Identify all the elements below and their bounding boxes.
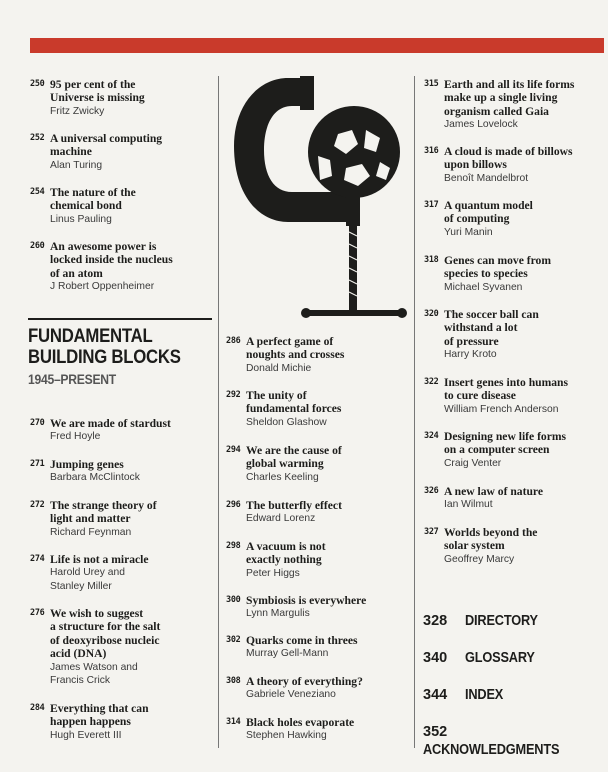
toc-entry[interactable]: [226, 499, 406, 526]
page-number: 328: [423, 613, 448, 629]
entry-author: Edward Lorenz: [246, 513, 316, 525]
back-matter-index[interactable]: [423, 686, 508, 704]
entry-author: Michael Syvanen: [444, 281, 523, 293]
toc-entry[interactable]: [30, 553, 210, 593]
entry-title: A perfect game of noughts and crosses: [246, 335, 345, 362]
entry-title: A cloud is made of billows upon billows: [444, 145, 573, 172]
toc-entry[interactable]: [226, 716, 406, 743]
entry-author: Murray Gell-Mann: [246, 648, 329, 660]
toc-entry[interactable]: [30, 132, 210, 172]
toc-entry[interactable]: [30, 186, 210, 226]
page-number: 276: [30, 608, 45, 618]
column-divider-left: [218, 76, 219, 748]
page-number: 326: [424, 486, 439, 496]
toc-entry[interactable]: [424, 308, 608, 362]
toc-entry[interactable]: [226, 335, 406, 375]
entry-title: The nature of the chemical bond: [50, 186, 136, 213]
entry-title: Quarks come in threes: [246, 634, 358, 647]
page-number: 284: [30, 703, 45, 713]
page-number: 298: [226, 541, 241, 551]
toc-entry[interactable]: [424, 199, 608, 239]
entry-author: Harold Urey and Stanley Miller: [50, 567, 125, 592]
entry-title: Earth and all its life forms make up a single living organism called Gaia: [444, 78, 575, 118]
entry-title: Insert genes into humans to cure disease: [444, 376, 569, 403]
toc-entry[interactable]: [226, 540, 406, 580]
page-number: 320: [424, 309, 439, 319]
column-divider-right: [414, 76, 415, 748]
back-matter-label: DIRECTORY: [465, 613, 538, 629]
page-number: 300: [226, 595, 241, 605]
entry-author: Richard Feynman: [50, 526, 132, 538]
page-number: 272: [30, 500, 45, 510]
entry-author: Barbara McClintock: [50, 472, 140, 484]
page-number: 314: [226, 717, 241, 727]
page-number: 317: [424, 200, 439, 210]
section-date-range: 1945–PRESENT: [28, 372, 116, 387]
toc-entry[interactable]: [424, 78, 608, 132]
entry-author: William French Anderson: [444, 403, 559, 415]
page-number: 252: [30, 133, 45, 143]
entry-author: Ian Wilmut: [444, 499, 493, 511]
entry-title: Black holes evaporate: [246, 716, 355, 729]
entry-title: An awesome power is locked inside the nucleus of an atom: [50, 240, 173, 280]
page-number: 250: [30, 79, 45, 89]
entry-author: Sheldon Glashow: [246, 416, 327, 428]
entry-author: James Watson and Francis Crick: [50, 661, 138, 687]
toc-entry[interactable]: [30, 702, 210, 742]
entry-title: The unity of fundamental forces: [246, 389, 342, 416]
back-matter-label: ACKNOWLEDGMENTS: [423, 742, 560, 758]
entry-title: A theory of everything?: [246, 675, 363, 688]
back-matter-directory[interactable]: [423, 612, 548, 630]
page-number: 270: [30, 418, 45, 428]
entry-author: Geoffrey Marcy: [444, 553, 515, 565]
toc-entry[interactable]: [30, 607, 210, 687]
back-matter-label: GLOSSARY: [465, 650, 535, 666]
page-number: 271: [30, 459, 45, 469]
entry-title: The strange theory of light and matter: [50, 499, 157, 526]
entry-title: Designing new life forms on a computer screen: [444, 430, 567, 457]
page-number: 340: [423, 650, 448, 666]
page-number: 254: [30, 187, 45, 197]
entry-author: Linus Pauling: [50, 213, 112, 225]
toc-entry[interactable]: [226, 444, 406, 484]
page-number: 296: [226, 500, 241, 510]
entry-author: Alan Turing: [50, 159, 103, 171]
back-matter-glossary[interactable]: [423, 649, 544, 667]
page-number: 260: [30, 241, 45, 251]
entry-author: Charles Keeling: [246, 471, 319, 483]
entry-title: A vacuum is not exactly nothing: [246, 540, 326, 567]
entry-author: J Robert Oppenheimer: [50, 281, 155, 293]
entry-title: Worlds beyond the solar system: [444, 526, 538, 553]
entry-title: Everything that can happen happens: [50, 702, 149, 729]
page-number: 324: [424, 431, 439, 441]
toc-entry[interactable]: [424, 430, 608, 470]
page-number: 327: [424, 527, 439, 537]
toc-entry[interactable]: [424, 145, 608, 185]
entry-author: Fred Hoyle: [50, 431, 101, 443]
page-number: 302: [226, 635, 241, 645]
entry-author: Fritz Zwicky: [50, 105, 105, 117]
entry-author: Gabriele Veneziano: [246, 689, 336, 701]
entry-title: We are made of stardust: [50, 417, 171, 430]
entry-author: Benoît Mandelbrot: [444, 172, 529, 184]
entry-author: Stephen Hawking: [246, 730, 327, 742]
header-accent-bar: [30, 38, 604, 53]
entry-title: Genes can move from species to species: [444, 254, 552, 281]
clamp-illustration: [230, 72, 410, 324]
section-title: FUNDAMENTAL BUILDING BLOCKS: [28, 325, 181, 368]
page-number: 316: [424, 146, 439, 156]
page-number: 292: [226, 390, 241, 400]
toc-entry[interactable]: [30, 417, 210, 444]
toc-entry[interactable]: [424, 526, 608, 566]
page-number: 318: [424, 255, 439, 265]
back-matter-acknowledgments[interactable]: [423, 723, 608, 759]
page-number: 286: [226, 336, 241, 346]
back-matter-label: INDEX: [465, 687, 504, 703]
page-number: 315: [424, 79, 439, 89]
toc-entry[interactable]: [30, 499, 210, 539]
toc-entry[interactable]: [226, 389, 406, 429]
page-number: 322: [424, 377, 439, 387]
entry-author: Yuri Manin: [444, 226, 493, 238]
toc-entry[interactable]: [424, 376, 608, 416]
toc-entry[interactable]: [30, 240, 210, 294]
entry-title: Jumping genes: [50, 458, 124, 471]
entry-author: Hugh Everett III: [50, 729, 122, 741]
toc-entry[interactable]: [226, 675, 406, 702]
entry-title: The soccer ball can withstand a lot of pressure: [444, 308, 539, 348]
page-number: 294: [226, 445, 241, 455]
toc-entry[interactable]: [30, 458, 210, 485]
page-number: 344: [423, 687, 448, 703]
page-number: 274: [30, 554, 45, 564]
entry-author: Donald Michie: [246, 362, 312, 374]
page-number: 352: [423, 724, 448, 740]
soccer-ball-icon: [308, 106, 400, 198]
entry-title: Symbiosis is everywhere: [246, 594, 367, 607]
toc-entry[interactable]: [30, 78, 210, 118]
entry-title: Life is not a miracle: [50, 553, 149, 566]
section-heading: [28, 318, 212, 387]
entry-title: A new law of nature: [444, 485, 543, 498]
entry-title: The butterfly effect: [246, 499, 342, 512]
entry-title: A universal computing machine: [50, 132, 163, 159]
entry-author: Lynn Margulis: [246, 608, 310, 620]
toc-entry[interactable]: [226, 634, 406, 661]
entry-title: We are the cause of global warming: [246, 444, 342, 471]
page-number: 308: [226, 676, 241, 686]
toc-entry[interactable]: [424, 485, 608, 512]
entry-author: James Lovelock: [444, 119, 518, 131]
entry-author: Harry Kroto: [444, 349, 497, 361]
entry-author: Peter Higgs: [246, 567, 300, 579]
entry-title: A quantum model of computing: [444, 199, 533, 226]
entry-title: We wish to suggest a structure for the salt of deoxyribose nucleic acid (DNA): [50, 607, 161, 661]
entry-title: 95 per cent of the Universe is missing: [50, 78, 145, 105]
entry-author: Craig Venter: [444, 457, 502, 469]
toc-entry[interactable]: [424, 254, 608, 294]
toc-entry[interactable]: [226, 594, 406, 621]
